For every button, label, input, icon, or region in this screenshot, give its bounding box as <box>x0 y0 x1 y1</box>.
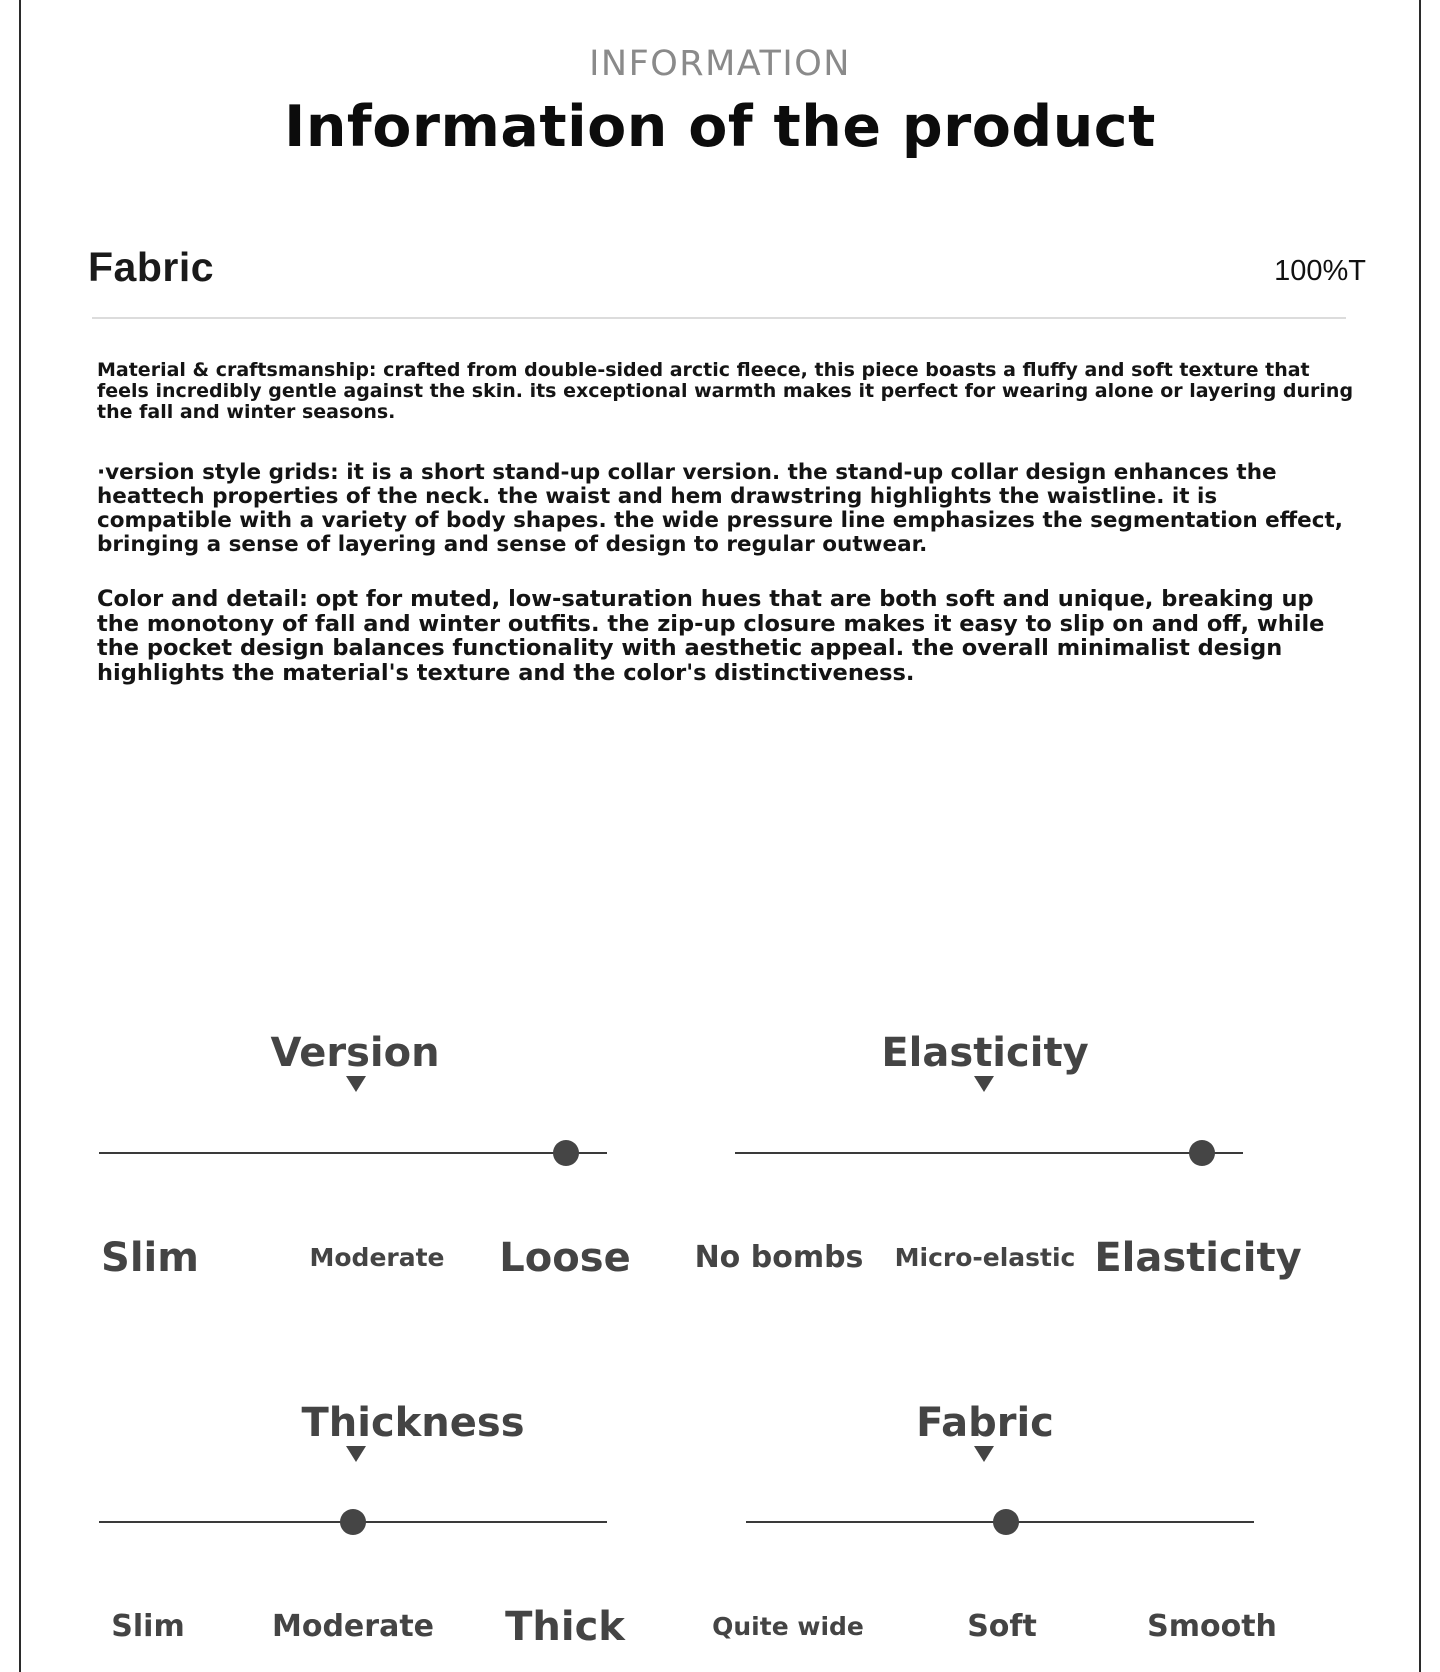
fabric-value: 100%T <box>1274 255 1366 287</box>
pointer-icon <box>346 1076 366 1092</box>
gauge-title: Fabric <box>916 1400 1054 1446</box>
section-eyebrow: INFORMATION <box>589 44 851 84</box>
fabric-label: Fabric <box>88 244 215 290</box>
gauge-option: Elasticity <box>1094 1235 1302 1281</box>
gauge-knob <box>340 1509 366 1535</box>
gauge-option: Moderate <box>309 1243 445 1272</box>
material-paragraph: Material & craftsmanship: crafted from double-sided arctic fleece, this piece boasts a fluffy and soft texture that feels incredibly gentle against the skin. its exceptional warmth makes it perfect for wearing alone or layering during the fall and winter seasons. <box>97 359 1354 423</box>
gauge-track <box>735 1152 1243 1154</box>
pointer-icon <box>974 1076 994 1092</box>
gauge-track <box>99 1152 607 1154</box>
color-detail-paragraph: Color and detail: opt for muted, low-saturation hues that are both soft and unique, breaking up the monotony of fall and winter outfits. the zip-up closure makes it easy to slip on and off, while the pocket design balances functionality with aesthetic appeal. the overall minimalist design highlights the material's texture and the color's distinctiveness. <box>97 586 1325 686</box>
gauge-option: Thick <box>505 1604 625 1650</box>
gauge-option: Slim <box>111 1609 185 1644</box>
pointer-icon <box>974 1446 994 1462</box>
gauge-title: Elasticity <box>881 1030 1089 1076</box>
gauge-option: Micro-elastic <box>894 1243 1076 1272</box>
gauge-option: Soft <box>967 1609 1037 1644</box>
gauge-option: Slim <box>101 1235 199 1281</box>
gauge-knob <box>993 1509 1019 1535</box>
gauge-option: Moderate <box>271 1609 435 1644</box>
gauge-knob <box>553 1140 579 1166</box>
pointer-icon <box>346 1446 366 1462</box>
page-border-right <box>1419 0 1421 1672</box>
divider <box>92 317 1346 319</box>
version-paragraph: ·version style grids: it is a short stand-up collar version. the stand-up collar design enhances the heattech properties of the neck. the waist and hem drawstring highlights the waistline. it is compatible with a variety of body shapes. the wide pressure line emphasizes the segmentation effect, bringing a sense of layering and sense of design to regular outwear. <box>97 460 1343 557</box>
gauge-option: Loose <box>499 1235 631 1281</box>
gauge-option: No bombs <box>694 1240 864 1275</box>
gauge-title: Thickness <box>301 1400 525 1446</box>
gauge-title: Version <box>270 1030 440 1076</box>
gauge-option: Quite wide <box>712 1612 864 1641</box>
gauge-option: Smooth <box>1147 1609 1277 1644</box>
page-border-left <box>19 0 21 1672</box>
page-title: Information of the product <box>284 94 1156 160</box>
gauge-knob <box>1189 1140 1215 1166</box>
